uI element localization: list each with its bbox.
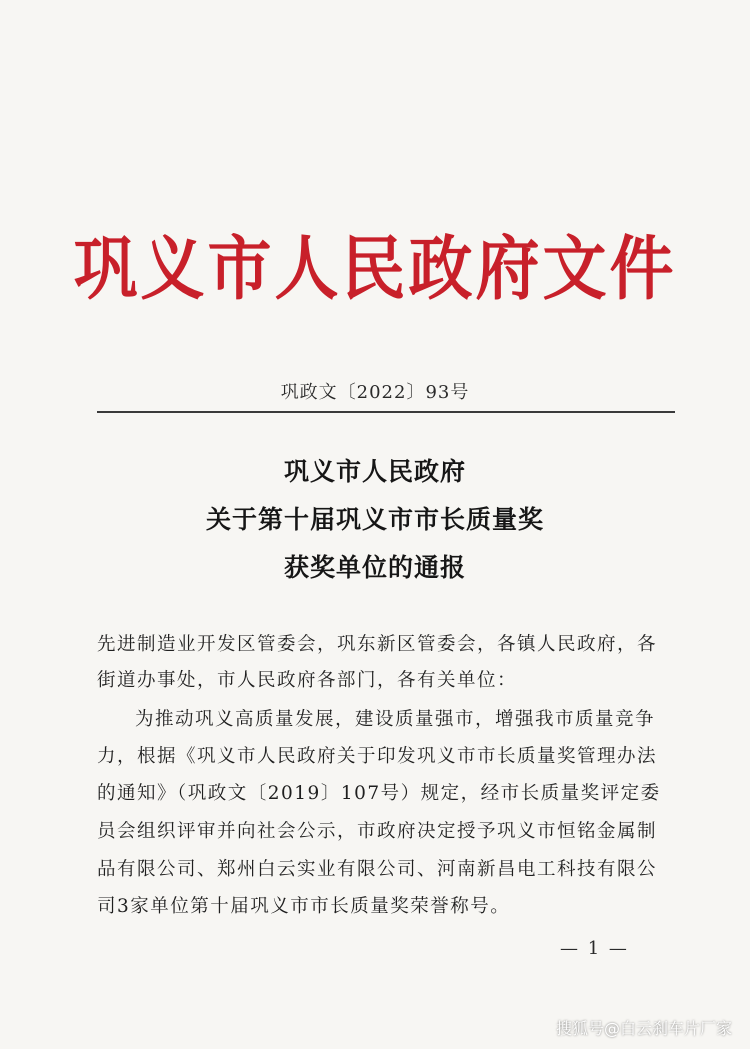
body-line: 的通知》（巩政文〔2019〕107号）规定，经市长质量奖评定委 xyxy=(97,783,661,804)
watermark: 搜狐号@白云刹车片厂家 xyxy=(555,1019,732,1038)
document-masthead: 巩义市人民政府文件 xyxy=(73,230,677,310)
body-line: 为推动巩义高质量发展，建设质量强市，增强我市质量竞争 xyxy=(135,709,656,730)
body-line: 司3家单位第十届巩义市市长质量奖荣誉称号。 xyxy=(97,896,511,917)
body-line: 先进制造业开发区管委会，巩东新区管委会，各镇人民政府，各 xyxy=(97,634,658,655)
header-divider xyxy=(97,411,675,413)
title-line-1: 巩义市人民政府 xyxy=(283,457,466,486)
body-line: 品有限公司、郑州白云实业有限公司、河南新昌电工科技有限公 xyxy=(97,859,658,880)
page-number: — 1 — xyxy=(560,938,629,959)
document-number: 巩政文〔2022〕93号 xyxy=(280,382,470,403)
body-line: 力，根据《巩义市人民政府关于印发巩义市市长质量奖管理办法 xyxy=(97,746,658,767)
body-line: 员会组织评审并向社会公示，市政府决定授予巩义市恒铭金属制 xyxy=(97,821,658,842)
title-line-3: 获奖单位的通报 xyxy=(283,553,466,582)
title-line-2: 关于第十届巩义市市长质量奖 xyxy=(205,505,544,534)
body-line: 街道办事处，市人民政府各部门，各有关单位： xyxy=(97,670,518,691)
